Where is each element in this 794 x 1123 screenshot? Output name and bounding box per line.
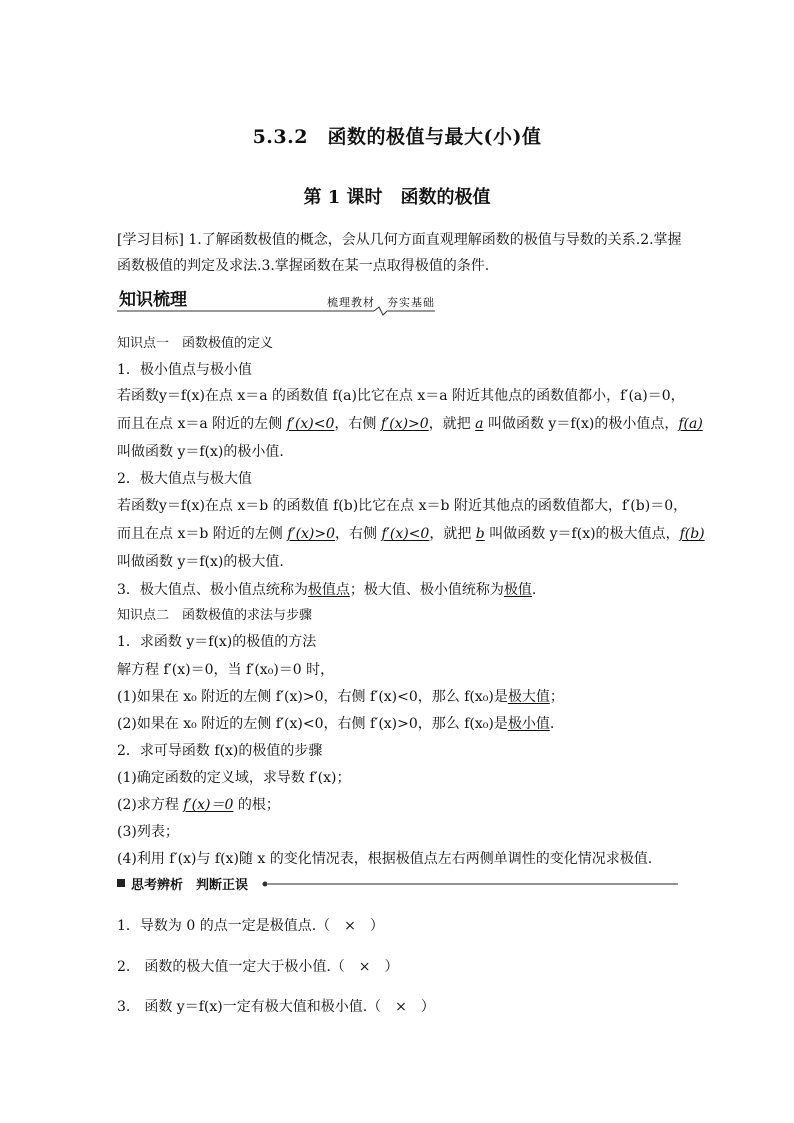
text-run: 叫做函数 y＝f(x)的极大值点，	[484, 526, 680, 542]
blank-answer: f′(x)>0	[380, 416, 429, 432]
kp2-step-4: (4)利用 f′(x)与 f(x)随 x 的变化情况表，根据极值点左右两侧单调性的变化情况求极值.	[117, 851, 653, 867]
objectives-text-1: 1.了解函数极值的概念，会从几何方面直观理解函数的极值与导数的关系.2.掌握	[188, 232, 682, 248]
kp2-method-line-3	[117, 714, 554, 734]
kp2-step-3: (3)列表；	[117, 824, 179, 840]
think-label: 思考辨析 判断正误	[131, 878, 249, 893]
kp2-method-line-1: 解方程 f′(x)＝0，当 f′(x₀)＝0 时，	[117, 662, 335, 678]
blank-answer: f′(x)<0	[286, 416, 335, 432]
blank-answer: 极值	[503, 582, 532, 598]
kp1-line-3	[117, 580, 536, 600]
text-run: 叫做函数 y＝f(x)的极小值点，	[483, 416, 679, 432]
think-divider	[262, 880, 682, 888]
kp2-heading: 知识点二 函数极值的求法与步骤	[117, 608, 313, 623]
kp1-min-line-1: 若函数y＝f(x)在点 x＝a 的函数值 f(a)比它在点 x＝a 附近其他点的函数值都小，f′(a)＝0，	[117, 388, 685, 404]
text-run: 而且在点 x＝a 附近的左侧	[117, 416, 287, 432]
blank-answer: f′(x)＝0	[183, 797, 234, 813]
page-title: 5.3.2 函数的极值与最大(小)值	[252, 126, 542, 148]
text-run: (1)如果在 x₀ 附近的左侧 f′(x)>0，右侧 f′(x)<0，那么 f(x₀)是	[117, 689, 508, 705]
think-question-2: 2. 函数的极大值一定大于极小值.（ × ）	[117, 959, 399, 975]
text-run: 而且在点 x＝b 附近的左侧	[117, 526, 288, 542]
blank-answer: 极值点	[307, 582, 350, 598]
section-sublabel: 梳理教材 夯实基础	[327, 296, 435, 309]
objectives-line-2: 函数极值的判定及求法.3.掌握函数在某一点取得极值的条件.	[117, 258, 490, 274]
text-run: (2)如果在 x₀ 附近的左侧 f′(x)<0，右侧 f′(x)>0，那么 f(x₀)是	[117, 716, 508, 732]
lesson-subtitle: 第 1 课时 函数的极值	[303, 187, 491, 208]
kp1-max-line-3: 叫做函数 y＝f(x)的极大值.	[117, 554, 284, 570]
objectives-tag: [学习目标]	[117, 232, 184, 248]
blank-answer: f′(x)>0	[287, 526, 336, 542]
blank-answer: b	[475, 526, 485, 542]
blank-answer: 极大值	[507, 689, 550, 705]
blank-answer: 极小值	[507, 716, 550, 732]
text-run: ；极大值、极小值统称为	[349, 582, 504, 598]
text-run: ，就把	[428, 416, 476, 432]
kp1-max-line-1: 若函数y＝f(x)在点 x＝b 的函数值 f(b)比它在点 x＝b 附近其他点的函数值都大，f′(b)＝0，	[117, 498, 688, 514]
text-run: ，右侧	[335, 526, 382, 542]
section-underline	[117, 305, 437, 317]
kp2-steps-heading: 2．求可导函数 f(x)的极值的步骤	[117, 743, 323, 759]
objectives-line-1	[117, 230, 682, 250]
blank-answer: f(b)	[679, 526, 705, 542]
blank-answer: f′(x)<0	[381, 526, 430, 542]
blank-answer: f(a)	[678, 416, 703, 432]
text-run: (2)求方程	[117, 797, 184, 813]
section-label: 知识梳理	[119, 290, 187, 310]
think-question-1: 1．导数为 0 的点一定是极值点.（ × ）	[117, 918, 384, 934]
text-run: ；	[549, 689, 564, 705]
text-run: ，就把	[429, 526, 476, 542]
kp1-max-line-2	[117, 524, 705, 544]
text-run: 3．极大值点、极小值点统称为	[117, 582, 308, 598]
kp2-step-2	[117, 795, 280, 815]
kp1-heading: 知识点一 函数极值的定义	[117, 336, 274, 351]
kp2-step-1: (1)确定函数的定义域，求导数 f′(x)；	[117, 770, 351, 786]
blank-answer: a	[475, 416, 484, 432]
kp1-min-line-2	[117, 414, 703, 434]
kp1-min-line-3: 叫做函数 y＝f(x)的极小值.	[117, 444, 284, 460]
text-run: ，右侧	[334, 416, 381, 432]
kp2-method-heading: 1．求函数 y＝f(x)的极值的方法	[117, 634, 317, 650]
text-run: .	[549, 716, 555, 732]
text-run: .	[531, 582, 537, 598]
think-question-3: 3. 函数 y＝f(x)一定有极大值和极小值.（ × ）	[117, 999, 435, 1015]
kp1-min-heading: 1．极小值点与极小值	[117, 362, 252, 378]
bullet-square-icon	[117, 879, 125, 887]
kp2-method-line-2	[117, 687, 564, 707]
kp1-max-heading: 2．极大值点与极大值	[117, 471, 252, 487]
text-run: 的根；	[233, 797, 280, 813]
